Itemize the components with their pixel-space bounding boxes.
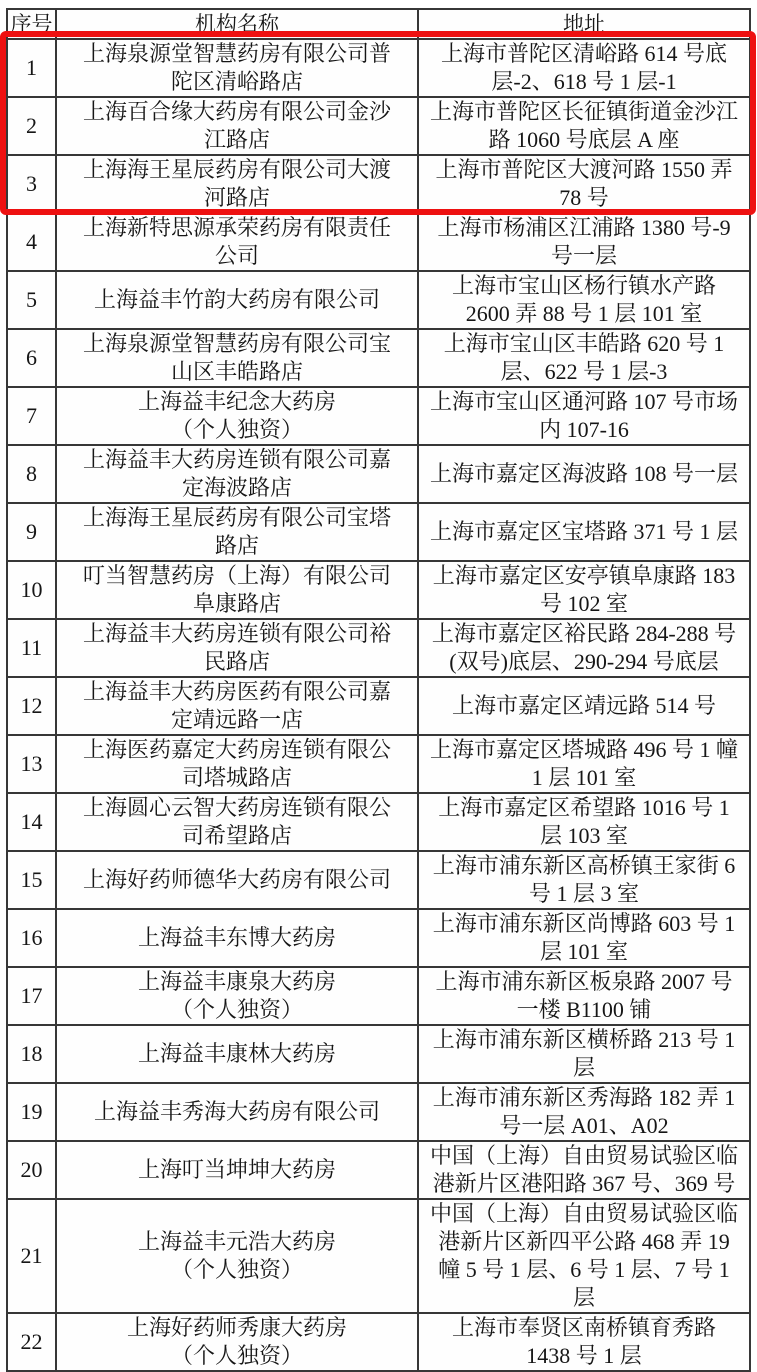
address-cell: 上海市嘉定区塔城路 496 号 1 幢 1 层 101 室 — [418, 735, 750, 793]
col-header-name: 机构名称 — [56, 9, 418, 39]
org-name-cell — [56, 793, 418, 851]
org-name-text: 上海益丰纪念大药房 — [137, 389, 336, 414]
org-name-cell — [56, 329, 418, 387]
row-number-cell: 15 — [7, 851, 56, 909]
org-name-subtext: （个人独资） — [170, 1257, 303, 1282]
header-row — [7, 9, 750, 39]
table-row — [7, 1083, 750, 1141]
org-name-cell — [56, 445, 418, 503]
table-row — [7, 619, 750, 677]
row-number-cell: 17 — [7, 967, 56, 1025]
org-name-text: 上海益丰大药房连锁有限公司嘉定海波路店 — [82, 447, 391, 500]
org-name-cell — [56, 967, 418, 1025]
address-cell: 上海市嘉定区海波路 108 号一层 — [418, 445, 750, 503]
org-name-cell — [56, 1141, 418, 1199]
org-name-cell — [56, 1313, 418, 1371]
row-number-cell: 19 — [7, 1083, 56, 1141]
col-header-no: 序号 — [7, 9, 56, 39]
org-name-text: 上海医药嘉定大药房连锁有限公司塔城路店 — [82, 737, 391, 790]
table-row — [7, 1025, 750, 1083]
row-number-cell: 8 — [7, 445, 56, 503]
address-cell: 上海市浦东新区横桥路 213 号 1 层 — [418, 1025, 750, 1083]
row-number-cell: 12 — [7, 677, 56, 735]
address-cell: 上海市普陀区大渡河路 1550 弄 78 号 — [418, 155, 750, 213]
row-number-cell: 21 — [7, 1199, 56, 1313]
org-name-text: 叮当智慧药房（上海）有限公司阜康路店 — [82, 563, 391, 616]
org-name-text: 上海好药师德华大药房有限公司 — [82, 867, 391, 892]
org-name-cell — [56, 851, 418, 909]
org-name-text: 上海叮当坤坤大药房 — [137, 1157, 336, 1182]
table-row — [7, 909, 750, 967]
row-number-cell: 14 — [7, 793, 56, 851]
org-name-cell — [56, 213, 418, 271]
org-name-subtext: （个人独资） — [170, 997, 303, 1022]
address-cell: 上海市浦东新区秀海路 182 弄 1 号一层 A01、A02 — [418, 1083, 750, 1141]
table-row — [7, 329, 750, 387]
org-name-cell — [56, 619, 418, 677]
address-cell: 上海市普陀区清峪路 614 号底层-2、618 号 1 层-1 — [418, 39, 750, 97]
address-cell: 上海市普陀区长征镇街道金沙江路 1060 号底层 A 座 — [418, 97, 750, 155]
org-name-text: 上海益丰大药房医药有限公司嘉定靖远路一店 — [82, 679, 391, 732]
org-name-cell — [56, 503, 418, 561]
org-name-text: 上海益丰康林大药房 — [137, 1041, 336, 1066]
org-name-text: 上海益丰秀海大药房有限公司 — [93, 1099, 380, 1124]
address-cell: 中国（上海）自由贸易试验区临港新片区新四平公路 468 弄 19 幢 5 号 1 层、6 号 1 层、7 号 1 层 — [418, 1199, 750, 1313]
pharmacy-table-container — [6, 8, 751, 1372]
row-number-cell: 20 — [7, 1141, 56, 1199]
org-name-cell — [56, 909, 418, 967]
org-name-text: 上海好药师秀康大药房 — [126, 1315, 347, 1340]
table-row — [7, 1313, 750, 1371]
address-cell: 上海市宝山区丰皓路 620 号 1 层、622 号 1 层-3 — [418, 329, 750, 387]
address-cell: 上海市嘉定区裕民路 284-288 号(双号)底层、290-294 号底层 — [418, 619, 750, 677]
row-number-cell: 18 — [7, 1025, 56, 1083]
org-name-text: 上海益丰东博大药房 — [137, 925, 336, 950]
org-name-cell — [56, 735, 418, 793]
row-number-cell: 5 — [7, 271, 56, 329]
address-cell: 上海市宝山区杨行镇水产路 2600 弄 88 号 1 层 101 室 — [418, 271, 750, 329]
org-name-cell — [56, 39, 418, 97]
table-row — [7, 213, 750, 271]
org-name-text: 上海海王星辰药房有限公司宝塔路店 — [82, 505, 391, 558]
row-number-cell: 7 — [7, 387, 56, 445]
row-number-cell: 13 — [7, 735, 56, 793]
pharmacy-table — [6, 8, 751, 1372]
table-row — [7, 967, 750, 1025]
org-name-subtext: （个人独资） — [170, 1343, 303, 1368]
table-row — [7, 271, 750, 329]
address-cell: 上海市浦东新区板泉路 2007 号一楼 B1100 铺 — [418, 967, 750, 1025]
table-row — [7, 1199, 750, 1313]
org-name-cell — [56, 1199, 418, 1313]
org-name-text: 上海泉源堂智慧药房有限公司宝山区丰皓路店 — [82, 331, 391, 384]
org-name-cell — [56, 1083, 418, 1141]
address-cell: 上海市浦东新区高桥镇王家街 6 号 1 层 3 室 — [418, 851, 750, 909]
org-name-text: 上海新特思源承荣药房有限责任公司 — [82, 215, 391, 268]
address-cell: 上海市嘉定区安亭镇阜康路 183 号 102 室 — [418, 561, 750, 619]
org-name-text: 上海益丰元浩大药房 — [137, 1229, 336, 1254]
row-number-cell: 22 — [7, 1313, 56, 1371]
org-name-cell — [56, 387, 418, 445]
address-cell: 上海市浦东新区尚博路 603 号 1 层 101 室 — [418, 909, 750, 967]
table-row — [7, 39, 750, 97]
org-name-text: 上海海王星辰药房有限公司大渡河路店 — [82, 157, 391, 210]
org-name-text: 上海百合缘大药房有限公司金沙江路店 — [82, 99, 391, 152]
address-cell: 上海市宝山区通河路 107 号市场内 107-16 — [418, 387, 750, 445]
org-name-cell — [56, 97, 418, 155]
table-row — [7, 677, 750, 735]
address-cell: 上海市嘉定区宝塔路 371 号 1 层 — [418, 503, 750, 561]
table-row — [7, 97, 750, 155]
address-cell: 上海市嘉定区靖远路 514 号 — [418, 677, 750, 735]
row-number-cell: 10 — [7, 561, 56, 619]
org-name-cell — [56, 271, 418, 329]
org-name-cell — [56, 155, 418, 213]
row-number-cell: 16 — [7, 909, 56, 967]
row-number-cell: 2 — [7, 97, 56, 155]
org-name-text: 上海泉源堂智慧药房有限公司普陀区清峪路店 — [82, 41, 391, 94]
org-name-text: 上海益丰竹韵大药房有限公司 — [93, 287, 380, 312]
org-name-cell — [56, 1025, 418, 1083]
org-name-subtext: （个人独资） — [170, 417, 303, 442]
row-number-cell: 6 — [7, 329, 56, 387]
table-row — [7, 503, 750, 561]
address-cell: 中国（上海）自由贸易试验区临港新片区港阳路 367 号、369 号 — [418, 1141, 750, 1199]
table-row — [7, 851, 750, 909]
table-row — [7, 735, 750, 793]
address-cell: 上海市嘉定区希望路 1016 号 1 层 103 室 — [418, 793, 750, 851]
row-number-cell: 11 — [7, 619, 56, 677]
row-number-cell: 4 — [7, 213, 56, 271]
org-name-text: 上海益丰康泉大药房 — [137, 969, 336, 994]
table-row — [7, 793, 750, 851]
row-number-cell: 9 — [7, 503, 56, 561]
org-name-text: 上海益丰大药房连锁有限公司裕民路店 — [82, 621, 391, 674]
table-row — [7, 155, 750, 213]
table-row — [7, 561, 750, 619]
address-cell: 上海市奉贤区南桥镇育秀路 1438 号 1 层 — [418, 1313, 750, 1371]
table-row — [7, 445, 750, 503]
col-header-address: 地址 — [418, 9, 750, 39]
table-row — [7, 387, 750, 445]
row-number-cell: 3 — [7, 155, 56, 213]
org-name-text: 上海圆心云智大药房连锁有限公司希望路店 — [82, 795, 391, 848]
org-name-cell — [56, 561, 418, 619]
address-cell: 上海市杨浦区江浦路 1380 号-9 号一层 — [418, 213, 750, 271]
row-number-cell: 1 — [7, 39, 56, 97]
table-row — [7, 1141, 750, 1199]
org-name-cell — [56, 677, 418, 735]
